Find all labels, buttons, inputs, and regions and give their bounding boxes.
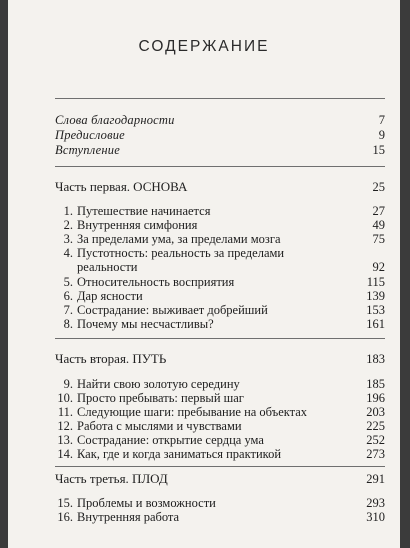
divider	[55, 338, 385, 339]
page-number: 139	[366, 289, 385, 303]
chapter-number: 16.	[57, 510, 73, 524]
part-name: ПЛОД	[131, 471, 168, 486]
page-number: 27	[372, 204, 385, 218]
page-number: 310	[366, 510, 385, 524]
chapter-number: 2.	[63, 218, 73, 232]
page-number: 293	[366, 496, 385, 510]
divider	[55, 98, 385, 99]
front-matter-item[interactable]	[55, 143, 385, 157]
page-number: 15	[372, 143, 385, 157]
divider	[55, 166, 385, 167]
chapter-number: 11.	[57, 405, 73, 419]
chapter-title: Почему мы несчастливы?	[77, 317, 214, 331]
chapter-number: 9.	[63, 377, 73, 391]
chapter-title: Найти свою золотую середину	[77, 377, 240, 391]
page-number: 196	[366, 391, 385, 405]
divider	[55, 466, 385, 467]
chapter-title: Пустотность: реальность за пределами реальности	[77, 246, 285, 274]
page-number: 92	[372, 260, 385, 274]
chapter-number: 14.	[57, 447, 73, 461]
chapter-number: 5.	[63, 275, 73, 289]
part-name: ПУТЬ	[132, 351, 167, 366]
part-name: ОСНОВА	[133, 179, 188, 194]
chapter-number: 13.	[57, 433, 73, 447]
chapter-title: Внутренняя работа	[77, 510, 180, 524]
part-prefix: Часть третья.	[55, 471, 129, 486]
chapter-item[interactable]	[55, 246, 385, 274]
part-heading[interactable]	[55, 352, 385, 366]
chapter-title: Сострадание: открытие сердца ума	[77, 433, 264, 447]
chapter-number: 7.	[63, 303, 73, 317]
chapter-title: За пределами ума, за пределами мозга	[77, 232, 281, 246]
chapter-title: Просто пребывать: первый шаг	[77, 391, 244, 405]
chapter-title: Внутренняя симфония	[77, 218, 198, 232]
page-number: 9	[378, 128, 385, 142]
chapter-number: 8.	[63, 317, 73, 331]
chapter-title: Путешествие начинается	[77, 204, 211, 218]
chapter-title: Следующие шаги: пребывание на объектах	[77, 405, 308, 419]
front-matter-label: Слова благодарности	[55, 113, 175, 127]
chapter-number: 3.	[63, 232, 73, 246]
page-number: 161	[366, 317, 385, 331]
chapter-number: 4.	[63, 246, 73, 260]
part-heading[interactable]	[55, 180, 385, 194]
front-matter-label: Вступление	[55, 143, 121, 157]
page-number: 185	[366, 377, 385, 391]
page-number: 273	[366, 447, 385, 461]
part-prefix: Часть вторая.	[55, 351, 130, 366]
page-number: 291	[366, 472, 385, 486]
chapter-title: Дар ясности	[77, 289, 143, 303]
chapter-number: 6.	[63, 289, 73, 303]
page-number: 49	[372, 218, 385, 232]
chapter-number: 12.	[57, 419, 73, 433]
part-heading[interactable]	[55, 472, 385, 486]
chapter-number: 10.	[57, 391, 73, 405]
front-matter-item[interactable]	[55, 113, 385, 127]
chapter-number: 15.	[57, 496, 73, 510]
page-number: 252	[366, 433, 385, 447]
chapter-title: Сострадание: выживает добрейший	[77, 303, 268, 317]
page-title: СОДЕРЖАНИЕ	[138, 38, 270, 55]
page-number: 25	[372, 180, 385, 194]
page-number: 183	[366, 352, 385, 366]
page-number: 75	[372, 232, 385, 246]
front-matter-item[interactable]	[55, 128, 385, 142]
page-number: 225	[366, 419, 385, 433]
page-number: 153	[366, 303, 385, 317]
chapter-title: Проблемы и возможности	[77, 496, 216, 510]
document-page	[8, 0, 400, 548]
page-number: 203	[366, 405, 385, 419]
chapter-number: 1.	[63, 204, 73, 218]
chapter-title: Как, где и когда заниматься практикой	[77, 447, 282, 461]
part-prefix: Часть первая.	[55, 179, 131, 194]
page-number: 7	[378, 113, 385, 127]
page-number: 115	[366, 275, 385, 289]
front-matter-label: Предисловие	[55, 128, 125, 142]
chapter-title: Работа с мыслями и чувствами	[77, 419, 242, 433]
chapter-title: Относительность восприятия	[77, 275, 235, 289]
